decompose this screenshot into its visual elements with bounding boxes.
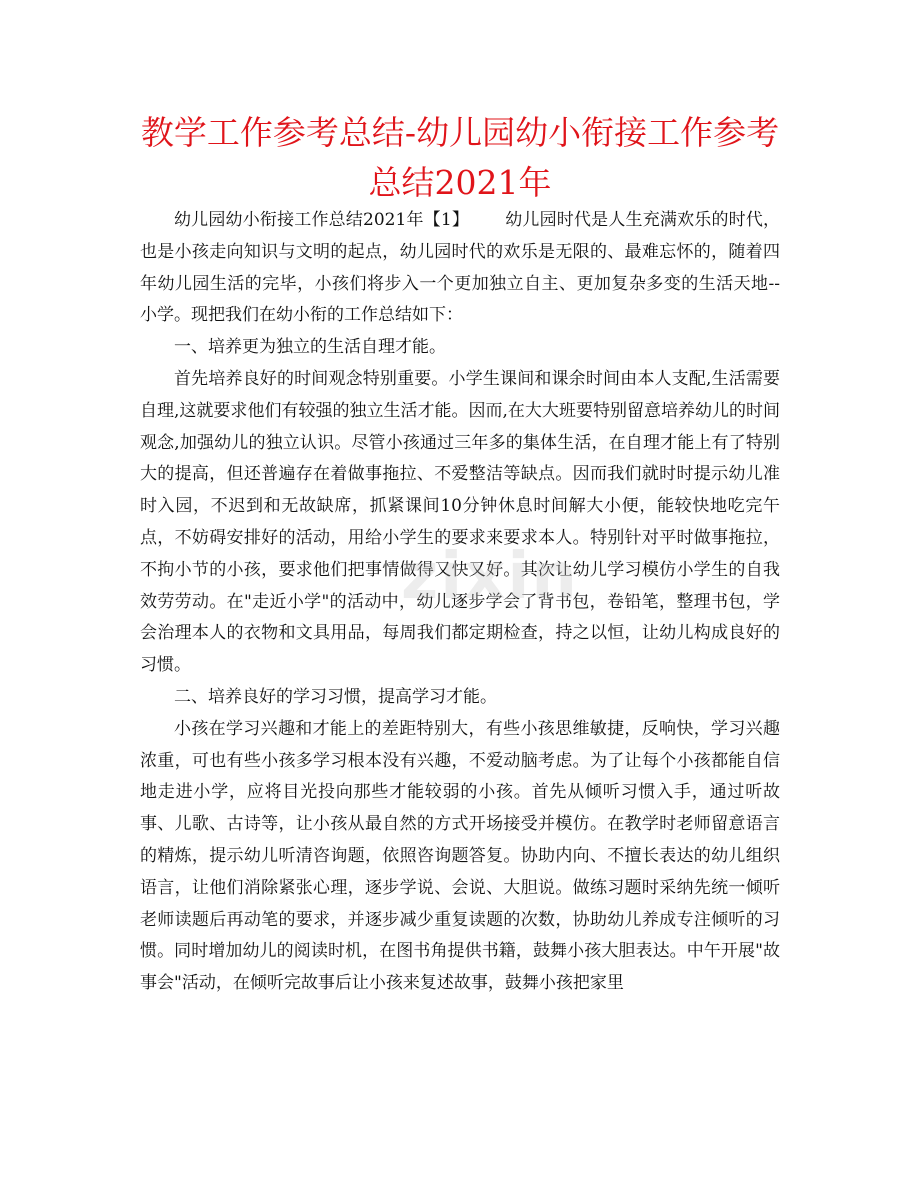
watermark: zixin — [401, 540, 579, 614]
section-heading-2: 二、培养良好的学习习惯，提高学习才能。 — [174, 686, 497, 707]
document-body — [140, 205, 780, 1000]
section-paragraph-2: 小孩在学习兴趣和才能上的差距特别大，有些小孩思维敏捷，反响快，学习兴趣浓重，可也有些小孩多学习根本没有兴趣，不爱动脑考虑。为了让每个小孩都能自信地走进小学，应将目光投向那些才能较弱的小孩。首先从倾听习惯入手，通过听故事、儿歌、古诗等，让小孩从最自然的方式开场接受并模仿。在教学时老师留意语言的精炼，提示幼儿听清咨询题，依照咨询题答复。协助内向、不擅长表达的幼儿组织语言，让他们消除紧张心理，逐步学说、会说、大胆说。做练习题时采纳先统一倾听老师读题后再动笔的要求，并逐步减少重复读题的次数，协助幼儿养成专注倾听的习惯。同时增加幼儿的阅读时机，在图书角提供书籍，鼓舞小孩大胆表达。中午开展"故事会"活动，在倾听完故事后让小孩来复述故事，鼓舞小孩把家里 — [140, 718, 780, 994]
intro-label: 幼儿园幼小衔接工作总结2021年【1】 — [174, 210, 470, 230]
intro-text: 幼儿园时代是人生充满欢乐的时代，也是小孩走向知识与文明的起点，幼儿园时代的欢乐是无限的、最难忘怀的，随着四年幼儿园生活的完毕，小孩们将步入一个更加独立自主、更加复杂多变的生活天地--小学。现把我们在幼小衔的工作总结如下： — [140, 210, 780, 326]
document-title: 教学工作参考总结-幼儿园幼小衔接工作参考总结2021年 — [140, 113, 780, 202]
section-heading-1: 一、培养更为独立的生活自理才能。 — [174, 337, 446, 358]
intro-paragraph — [140, 205, 780, 332]
section-paragraph-1: 首先培养良好的时间观念特别重要。小学生课间和课余时间由本人支配,生活需要自理,这就要求他们有较强的独立生活才能。因而,在大大班要特别留意培养幼儿的时间观念,加强幼儿的独立认识。尽管小孩通过三年多的集体生活，在自理才能上有了特别大的提高，但还普遍存在着做事拖拉、不爱整洁等缺点。因而我们就时时提示幼儿准时入园，不迟到和无故缺席，抓紧课间10分钟休息时间解大小便，能较快地吃完午点，不妨碍安排好的活动，用给小学生的要求来要求本人。特别针对平时做事拖拉，不拘小节的小孩，要求他们把事情做得又快又好。其次让幼儿学习模仿小学生的自我效劳劳动。在"走近小学"的活动中，幼儿逐步学会了背书包，卷铅笔，整理书包，学会治理本人的衣物和文具用品，每周我们都定期检查，持之以恒，让幼儿构成良好的习惯。 — [140, 368, 780, 676]
